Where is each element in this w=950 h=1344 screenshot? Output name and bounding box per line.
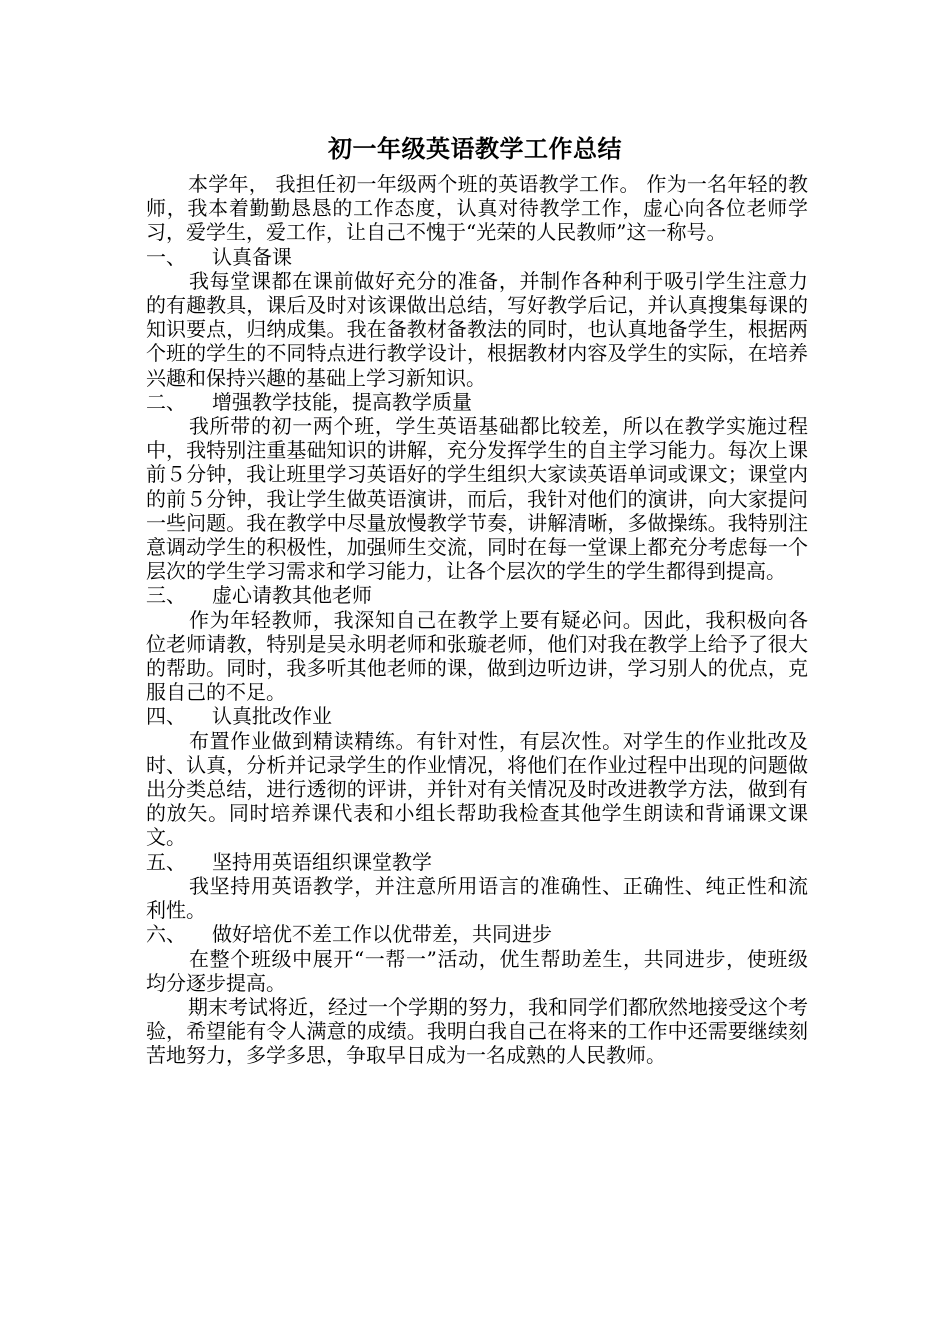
section-heading	[146, 245, 808, 269]
section-heading-text: 认真备课	[212, 244, 292, 269]
section-body: 我所带的初一两个班，学生英语基础都比较差，所以在教学实施过程中，我特别注重基础知识的讲解，充分发挥学生的自主学习能力。每次上课前５分钟，我让班里学习英语好的学生组织大家读英语单词或课文；课堂内的前５分钟，我让学生做英语演讲，而后，我针对他们的演讲，向大家提问一些问题。我在教学中尽量放慢教学节奏，讲解清晰，多做操练。我特别注意调动学生的积极性，加强师生交流，同时在每一堂课上都充分考虑每一个层次的学生学习需求和学习能力，让各个层次的学生的学生都得到提高。	[146, 414, 808, 584]
section-heading	[146, 704, 808, 728]
section-heading-text: 做好培优不差工作以优带差，共同进步	[212, 922, 552, 947]
section-1	[146, 245, 808, 390]
section-heading-text: 认真批改作业	[212, 704, 332, 729]
section-3	[146, 583, 808, 704]
section-heading	[146, 850, 808, 874]
section-heading-text: 虚心请教其他老师	[212, 583, 372, 608]
section-number: 三、	[146, 583, 186, 608]
section-body: 我每堂课都在课前做好充分的准备，并制作各种利于吸引学生注意力的有趣教具，课后及时对该课做出总结，写好教学后记，并认真搜集每课的知识要点，归纳成集。我在备教材备教法的同时，也认真地备学生，根据两个班的学生的不同特点进行教学设计，根据教材内容及学生的实际，在培养兴趣和保持兴趣的基础上学习新知识。	[146, 268, 808, 390]
section-5	[146, 850, 808, 923]
section-number: 一、	[146, 244, 186, 269]
section-number: 二、	[146, 389, 186, 414]
section-body: 在整个班级中展开“一帮一”活动，优生帮助差生，共同进步，使班级均分逐步提高。	[146, 946, 808, 995]
section-number: 六、	[146, 922, 186, 947]
document-body	[146, 172, 808, 1068]
section-body: 布置作业做到精读精练。有针对性，有层次性。对学生的作业批改及时、认真，分析并记录学生的作业情况，将他们在作业过程中出现的问题做出分类总结，进行透彻的评讲，并针对有关情况及时改进教学方法，做到有的放矢。同时培养课代表和小组长帮助我检查其他学生朗读和背诵课文课文。	[146, 728, 808, 850]
section-heading	[146, 922, 808, 946]
section-body: 作为年轻教师，我深知自己在教学上要有疑必问。因此，我积极向各位老师请教，特别是吴永明老师和张璇老师，他们对我在教学上给予了很大的帮助。同时，我多听其他老师的课，做到边听边讲，学习别人的优点，克服自己的不足。	[146, 607, 808, 705]
section-2	[146, 390, 808, 584]
intro-paragraph: 本学年， 我担任初一年级两个班的英语教学工作。 作为一名年轻的教师，我本着勤勤恳恳的工作态度，认真对待教学工作，虚心向各位老师学习，爱学生，爱工作，让自己不愧于“光荣的人民教师”这一称号。	[146, 172, 808, 245]
section-heading-text: 增强教学技能，提高教学质量	[212, 389, 472, 414]
section-heading	[146, 583, 808, 607]
closing-paragraph: 期末考试将近，经过一个学期的努力，我和同学们都欣然地接受这个考验，希望能有令人满意的成绩。我明白我自己在将来的工作中还需要继续刻苦地努力，多学多思，争取早日成为一名成熟的人民教师。	[146, 994, 808, 1068]
section-4	[146, 704, 808, 849]
section-heading-text: 坚持用英语组织课堂教学	[212, 849, 432, 874]
section-body: 我坚持用英语教学，并注意所用语言的准确性、正确性、纯正性和流利性。	[146, 873, 808, 923]
document-title: 初一年级英语教学工作总结	[328, 134, 622, 163]
section-6	[146, 922, 808, 995]
section-number: 四、	[146, 704, 186, 729]
section-number: 五、	[146, 849, 186, 874]
section-heading	[146, 390, 808, 414]
